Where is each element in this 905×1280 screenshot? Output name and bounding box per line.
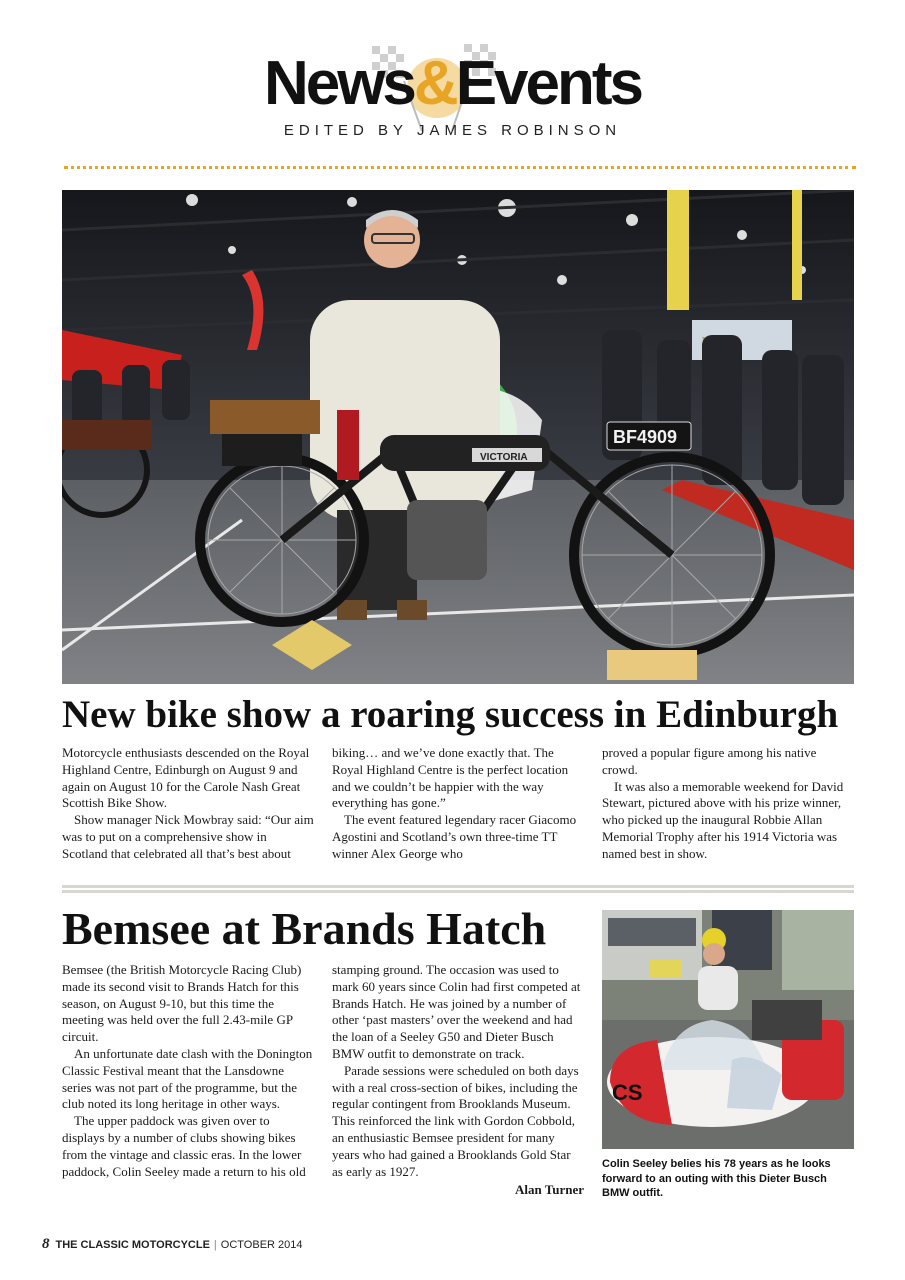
bike-show-illustration bbox=[62, 190, 854, 684]
title-ampersand: & bbox=[413, 49, 456, 118]
paragraph: proved a popular figure among his native crowd. bbox=[602, 745, 817, 777]
article2-column-2 bbox=[332, 962, 584, 1199]
paragraph: biking… and we’ve done exactly that. The Royal Highland Centre is the perfect location and we couldn’t be happier with the way everything has gone.” bbox=[332, 745, 569, 811]
paragraph: It was also a memorable weekend for David Stewart, pictured above with his prize winner, who picked up the inaugural Robbie Allan Memorial Trophy after his 1914 Victoria was named best in show. bbox=[602, 778, 844, 861]
article1-column-2 bbox=[332, 745, 584, 863]
sidecar-number-text: CS bbox=[612, 1080, 643, 1105]
tank-badge-text: VICTORIA bbox=[480, 452, 528, 463]
title-news: News bbox=[263, 49, 414, 118]
paragraph: An unfortunate date clash with the Donington Classic Festival meant that the Lansdowne series was not part of the programme, but the club noted its long heritage in other ways. bbox=[62, 1045, 313, 1112]
bike-show-photo bbox=[62, 190, 854, 684]
paragraph: Parade sessions were scheduled on both days with a real cross-section of bikes, including the regular contingent from Brooklands Museum. This reinforced the link with Gordon Cobbold, an enthusiastic Bemsee president for many years who had gained a Brooklands Gold Star as early as 1927. bbox=[332, 1062, 579, 1179]
section-title bbox=[0, 30, 905, 116]
number-plate-text: BF4909 bbox=[613, 427, 678, 447]
page-number: 8 bbox=[42, 1236, 50, 1252]
sidecar-photo bbox=[602, 910, 854, 1149]
editor-credit: EDITED BY JAMES ROBINSON bbox=[283, 122, 622, 139]
page-footer bbox=[42, 1236, 303, 1253]
magazine-name: THE CLASSIC MOTORCYCLE bbox=[55, 1239, 210, 1251]
article1-headline: New bike show a roaring success in Edinburgh bbox=[62, 693, 839, 736]
paragraph: Show manager Nick Mowbray said: “Our aim was to put on a comprehensive show in Scotland that celebrated all that’s best about bbox=[62, 812, 314, 861]
paragraph: Motorcycle enthusiasts descended on the Royal Highland Centre, Edinburgh on August 9 and again on August 10 for the Carole Nash Great Scottish Bike Show. bbox=[62, 745, 310, 811]
article1-column-3 bbox=[602, 745, 854, 863]
paragraph: The event featured legendary racer Giacomo Agostini and Scotland’s own three-time TT winner Alex George who bbox=[332, 812, 577, 861]
photo-caption: Colin Seeley belies his 78 years as he looks forward to an outing with this Dieter Busch BMW outfit. bbox=[602, 1158, 831, 1199]
paragraph: The upper paddock was given over to displays by a number of clubs showing bikes from the vintage and classic eras. In the lower paddock, Colin Seeley made a return to his old bbox=[62, 1113, 306, 1179]
dotted-divider bbox=[64, 166, 856, 170]
article2-column-1 bbox=[62, 962, 314, 1180]
title-events: Events bbox=[455, 49, 642, 118]
byline: Alan Turner bbox=[515, 1182, 584, 1198]
masthead bbox=[0, 30, 905, 139]
article2-headline: Bemsee at Brands Hatch bbox=[62, 903, 547, 954]
article1-column-1 bbox=[62, 745, 314, 863]
sidecar-illustration bbox=[602, 910, 854, 1149]
paragraph: Bemsee (the British Motorcycle Racing Club) made its second visit to Brands Hatch for this season, on August 9-10, but this time the meeting was held over the full 2.43-mile GP circuit. bbox=[62, 962, 302, 1045]
issue-date: OCTOBER 2014 bbox=[220, 1239, 303, 1251]
section-divider bbox=[62, 885, 854, 893]
footer-separator: | bbox=[213, 1239, 217, 1251]
paragraph: stamping ground. The occasion was used to mark 60 years since Colin had first competed at Brands Hatch. He was joined by a number of other ‘past masters’ over the weekend and had the loan of a Seeley G50 and Dieter Busch BMW outfit to demonstrate on track. bbox=[332, 962, 581, 1061]
